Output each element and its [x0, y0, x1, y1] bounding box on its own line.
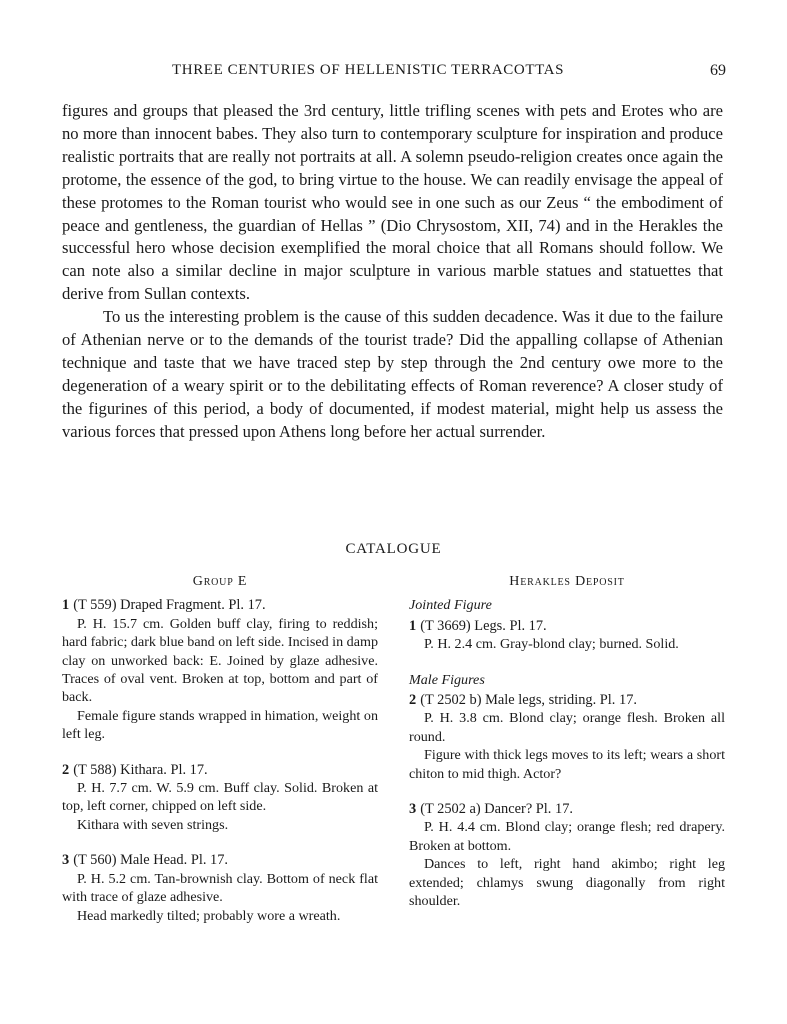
- entry-description: P. H. 2.4 cm. Gray-blond clay; burned. Solid.: [424, 636, 679, 653]
- catalogue-entry: [62, 851, 378, 925]
- running-header: [62, 62, 726, 86]
- running-title: THREE CENTURIES OF HELLENISTIC TERRACOTTAS: [172, 62, 565, 78]
- entry-number: 2: [62, 761, 70, 778]
- entry-number: 3: [409, 801, 417, 818]
- entry-description: P. H. 7.7 cm. W. 5.9 cm. Buff clay. Solid. Broken at top, left corner, chipped on left side.: [62, 780, 378, 815]
- entry-description: P. H. 15.7 cm. Golden buff clay, firing to reddish; hard fabric; dark blue band on left side. Incised in damp clay on unworked back: E. Joined by glaze adhesive. Traces of oval vent. Broken at top, bottom and part of back.: [62, 615, 378, 706]
- catalogue-entry: [409, 691, 725, 783]
- entry-number: 2: [409, 692, 417, 709]
- page-number: 69: [710, 62, 726, 79]
- entry-heading: (T 560) Male Head. Pl. 17.: [73, 852, 229, 869]
- entry-heading: (T 2502 a) Dancer? Pl. 17.: [420, 801, 573, 818]
- catalogue-right-column: [409, 573, 725, 928]
- subheading: Male Figures: [409, 671, 485, 688]
- group-heading: Herakles Deposit: [509, 574, 625, 589]
- catalogue-entry: [62, 761, 378, 835]
- entry-heading: (T 2502 b) Male legs, striding. Pl. 17.: [420, 692, 637, 709]
- entry-description: P. H. 5.2 cm. Tan-brownish clay. Bottom of neck flat with trace of glaze adhesive.: [62, 870, 378, 906]
- entry-number: 3: [62, 852, 70, 869]
- group-heading: Group E: [192, 574, 248, 589]
- entry-note: Figure with thick legs moves to its left; wears a short chiton to mid thigh. Actor?: [409, 747, 725, 782]
- catalogue-heading: CATALOGUE: [345, 541, 442, 557]
- paragraph: figures and groups that pleased the 3rd century, little trifling scenes with pets and Erotes who are no more than innocent babes. They also turn to contemporary sculpture for inspiration and produce realistic portraits that are really not portraits at all. A solemn pseudo-religion creates once again the protome, the essence of the god, to bring virtue to the house. We can readily envisage the appeal of these protomes to the Roman tourist who would see in one such as our Zeus “ the embodiment of peace and gentleness, the guardian of Hellas ” (Dio Chrysostom, XII, 74) and in the Herakles the successful hero whose decision exemplified the moral choice that all Romans should follow. We can note also a similar decline in major sculpture in various marble statues and statuettes that derive from Sullan contexts.: [62, 101, 723, 304]
- entry-heading: (T 559) Draped Fragment. Pl. 17.: [73, 597, 266, 614]
- entry-note: Dances to left, right hand akimbo; right leg extended; chlamys swung diagonally from right shoulder.: [409, 856, 725, 910]
- entry-note: Female figure stands wrapped in himation, weight on left leg.: [62, 707, 378, 743]
- subheading: Jointed Figure: [409, 597, 492, 614]
- entry-note: Head markedly tilted; probably wore a wreath.: [77, 907, 341, 924]
- entry-description: P. H. 4.4 cm. Blond clay; orange flesh; red drapery. Broken at bottom.: [409, 819, 725, 854]
- entry-number: 1: [409, 617, 417, 634]
- catalogue-entry: [409, 617, 725, 654]
- entry-heading: (T 3669) Legs. Pl. 17.: [420, 617, 547, 634]
- catalogue-entry: [409, 800, 725, 910]
- catalogue-left-column: [62, 573, 378, 942]
- catalogue-entry: [62, 596, 378, 743]
- body-text: [62, 100, 723, 444]
- paragraph: To us the interesting problem is the cause of this sudden decadence. Was it due to the failure of Athenian nerve or to the demands of the tourist trade? Did the appalling collapse of Athenian technique and taste that we have traced step by step through the 2nd century owe more to the degeneration of a weary spirit or to the debilitating effects of Roman reverence? A closer study of the figurines of this period, a body of documented, if modest material, might help us assess the various forces that pressed upon Athens long before her actual surrender.: [62, 307, 723, 441]
- entry-description: P. H. 3.8 cm. Blond clay; orange flesh. Broken all round.: [409, 710, 725, 745]
- entry-number: 1: [62, 597, 70, 614]
- entry-heading: (T 588) Kithara. Pl. 17.: [73, 761, 208, 778]
- entry-note: Kithara with seven strings.: [77, 816, 229, 833]
